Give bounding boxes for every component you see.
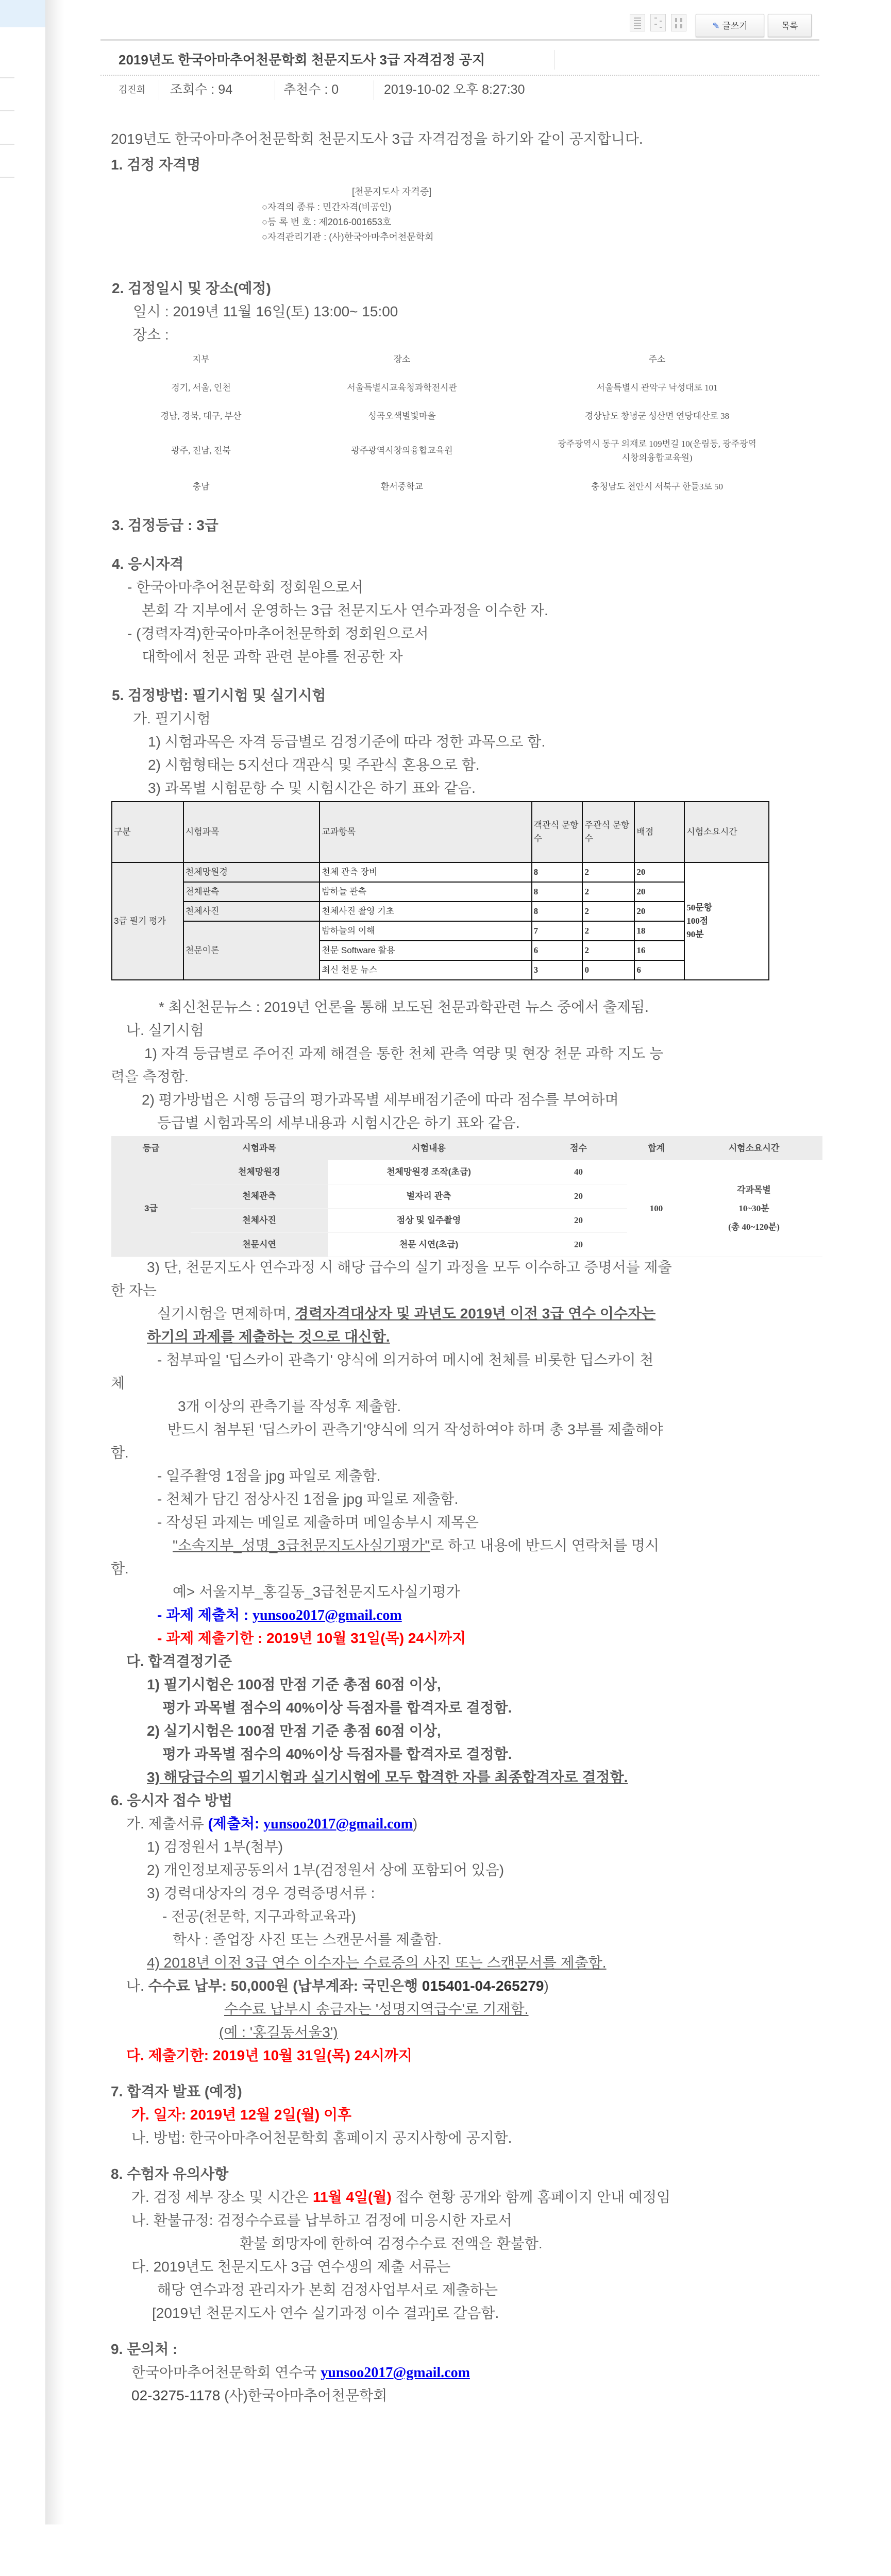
assignment-line: 함. [111,1561,129,1577]
objective-cell: 7 [532,921,583,941]
venue-header: 주소 [648,354,666,364]
assignment-line: - 첨부파일 '딥스카이 관측기' 양식에 의거하여 메시에 천체를 비롯한 딥스카이 천 [157,1352,654,1368]
exemption-emphasis: 경력자격대상자 및 과년도 2019년 이전 3급 연수 이수자는 [294,1306,656,1321]
score-cell: 20 [634,882,684,902]
time-cell [685,1160,822,1257]
assignment-line: 함. [111,1445,129,1461]
submission-label: - 과제 제출처 : [157,1607,253,1623]
time-line: 100점 [686,916,709,926]
documents-label-line [126,1814,417,1834]
table-row [111,1160,822,1184]
subjective-cell: 2 [582,862,634,882]
footnote: * 최신천문뉴스 : 2019년 언론을 통해 보도된 천문과학관련 뉴스 중에서 출제됨. [159,999,649,1015]
left-sidebar [0,0,45,2524]
cert-title: [천문지도사 자격증] [352,187,432,197]
subject-cell: 천체사진 [191,1209,328,1233]
submission-deadline: - 과제 제출기한 : 2019년 10월 31일(목) 24시까지 [157,1630,466,1646]
header-content: 시험내용 [328,1136,530,1160]
intro-text: 2019년도 한국아마추어천문학회 천문지도사 3급 자격검정을 하기와 같이 공지합니다. [111,131,643,147]
table-row [112,902,769,921]
subjective-cell: 2 [582,941,634,960]
email-link[interactable]: yunsoo2017@gmail.com [321,2365,470,2381]
venue-address: 서울특별시 관악구 낙성대로 101 [596,383,718,393]
contact-email-line [131,2362,470,2383]
documents-label: 가. 제출서류 [126,1816,208,1832]
venue-place: 환서중학교 [380,482,424,492]
notice-line: 환불 희망자에 한하여 검정수수료 전액을 환불함. [240,2235,543,2251]
item-cell: 천체사진 촬영 기초 [320,902,531,921]
score-cell: 40 [530,1160,627,1184]
document-item: 학사 : 졸업장 사진 또는 스캔문서를 제출함. [173,1931,442,1947]
header-category: 구분 [112,802,183,862]
pass-criteria-line: 평가 과목별 점수의 40%이상 득점자를 합격자로 결정함. [162,1746,512,1762]
fee-example: (예 : '홍길동서울3') [219,2024,338,2040]
item-cell: 천문 Software 활용 [320,941,531,960]
subjective-cell: 2 [582,882,634,902]
cert-line: ○자격관리기관 : (사)한국아마추어천문학회 [262,232,434,242]
section-8-heading: 8. 수험자 유의사항 [111,2166,229,2182]
written-exam-line: 1) 시험과목은 자격 등급별로 검정기준에 따라 정한 과목으로 함. [148,734,546,750]
section-3-heading: 3. 검정등급 : 3급 [112,517,218,533]
post-datetime: 2019-10-02 오후 8:27:30 [384,82,525,97]
subjective-cell: 0 [582,960,634,980]
score-cell: 20 [530,1184,627,1209]
venue-place: 성곡오색별빛마을 [368,411,436,421]
submission-address-line [157,1605,402,1625]
header-grade: 등급 [111,1136,191,1160]
fee-note: 수수료 납부시 송금자는 '성명지역급수'로 기재함. [224,2001,529,2017]
table-row [112,921,769,941]
written-exam-line: 2) 시험형태는 5지선다 객관식 및 주관식 혼용으로 함. [148,757,480,773]
mail-subject-example: 예> 서울지부_홍길동_3급천문지도사실기평가 [173,1584,460,1600]
header-objective: 객관식 문항 수 [532,802,583,862]
document-item: - 전공(천문학, 지구과학교육과) [162,1908,356,1924]
list-button[interactable]: 목록 [768,14,812,37]
post-views: 조회수 : 94 [170,82,233,97]
assignment-line: 체 [111,1375,125,1391]
content-cell: 천문 시연(초급) [328,1233,530,1257]
header-item: 교과항목 [320,802,531,862]
notice-line: 나. 환불규정: 검정수수료를 납부하고 검정에 미응시한 자로서 [131,2212,512,2228]
objective-cell: 8 [532,862,583,882]
header-total: 합계 [627,1136,685,1160]
notice-text: 접수 현황 공개와 함께 홈페이지 안내 예정임 [391,2189,671,2205]
documents-to-label: (제출처: [208,1816,264,1832]
assignment-line: 3개 이상의 관측기를 작성후 제출함. [178,1398,401,1414]
venue-header: 장소 [393,354,411,364]
assignment-line: - 천체가 담긴 점상사진 1점을 jpg 파일로 제출함. [157,1491,459,1507]
assignment-line [173,1535,659,1556]
venue-header: 지부 [192,354,210,364]
subjective-cell: 2 [582,902,634,921]
eligibility-line: 대학에서 천문 과학 관련 분야를 전공한 자 [142,649,403,665]
time-line: 50문항 [686,903,713,912]
venue-place: 광주광역시창의융합교육원 [351,446,453,455]
summary-view-icon[interactable] [650,14,666,31]
score-cell: 18 [634,921,684,941]
cert-line: ○자격의 종류 : 민간자격(비공인) [262,202,392,212]
subject-cell: 천체관측 [191,1184,328,1209]
announcement-date: 가. 일자: 2019년 12월 2일(월) 이후 [131,2107,352,2123]
content-cell: 점상 및 일주촬영 [328,1209,530,1233]
written-exam-label: 가. 필기시험 [133,710,211,726]
sidebar-header [0,0,45,27]
section-9-heading: 9. 문의처 : [111,2341,178,2357]
time-line: 90분 [686,929,704,939]
exemption-line [157,1303,655,1324]
venue-address: 광주광역시 동구 의재로 109번길 10(운림동, 광주광역 [558,439,756,449]
objective-cell: 8 [532,902,583,921]
assignment-line: 반드시 첨부된 '딥스카이 관측기'양식에 의거 작성하여야 하며 총 3부를 제출해야 [167,1421,663,1437]
venue-address-cont: 시창의융합교육원) [621,453,693,463]
written-exam-table [111,801,769,980]
subject-cell: 천체망원경 [191,1160,328,1184]
time-cell [684,862,769,980]
exemption-text: 실기시험을 면제하며, [157,1306,295,1321]
score-cell: 6 [634,960,684,980]
section-4-heading: 4. 응시자격 [112,556,184,572]
pass-criteria-label: 다. 합격결정기준 [126,1653,232,1669]
document-item: 2) 개인정보제공동의서 1부(검정원서 상에 포함되어 있음) [147,1862,505,1878]
email-link[interactable]: yunsoo2017@gmail.com [253,1607,402,1623]
assignment-line: - 작성된 과제는 메일로 제출하며 메일송부시 제목은 [157,1514,479,1530]
subjective-cell: 2 [582,921,634,941]
notice-date: 11월 4일(월) [312,2189,392,2205]
notice-line: 다. 2019년도 천문지도사 3급 연수생의 제출 서류는 [131,2259,451,2275]
pencil-icon: ✎ [712,21,720,31]
sidebar-divider [0,144,14,145]
exemption-emphasis: 하기의 과제를 제출하는 것으로 대신함. [147,1329,390,1345]
documents-close: ) [412,1816,418,1832]
written-exam-line: 3) 과목별 시험문항 수 및 시험시간은 하기 표와 같음. [148,780,476,796]
header-time: 시험소요시간 [684,802,769,862]
post-recommends: 추천수 : 0 [283,82,339,97]
total-cell: 100 [627,1160,685,1257]
contact-org: (사)한국아마추어천문학회 [220,2387,388,2403]
application-deadline: 다. 제출기한: 2019년 10월 31일(목) 24시까지 [126,2047,412,2063]
write-button[interactable] [696,14,764,37]
practical-line: 2) 평가방법은 시행 등급의 평가과목별 세부배점기준에 따라 점수를 부여하며 [142,1092,619,1108]
section-6-heading: 6. 응시자 접수 방법 [111,1792,233,1808]
objective-cell: 6 [532,941,583,960]
fee-prefix: 나. [126,1978,148,1994]
subject-cell: 천문이론 [183,921,320,980]
venue-address: 경상남도 창녕군 성산면 연당대산로 38 [584,411,730,421]
category-cell: 3급 필기 평가 [112,862,183,980]
post-title: 2019년도 한국아마추어천문학회 천문지도사 3급 자격검정 공지 [119,52,485,67]
score-cell: 20 [530,1233,627,1257]
notice-line: [2019년 천문지도사 연수 실기과정 이수 결과]로 갈음함. [152,2305,499,2321]
document-item: 4) 2018년 이전 3급 연수 이수자는 수료증의 사진 또는 스캔문서를 제출함. [147,1955,607,1971]
contact-dept: 한국아마추어천문학회 연수국 [131,2364,321,2380]
objective-cell: 8 [532,882,583,902]
assignment-line: - 일주촬영 1점을 jpg 파일로 제출함. [157,1468,381,1484]
time-line: 10~30분 [738,1203,769,1213]
notice-line [131,2187,670,2208]
practical-line: 1) 자격 등급별로 주어진 과제 해결을 통한 천체 관측 역량 및 현장 천문 과학 지도 능 [144,1045,664,1061]
table-row [112,862,769,882]
score-cell: 20 [634,862,684,882]
subject-cell: 천문시연 [191,1233,328,1257]
assignment-text: 로 하고 내용에 반드시 연락처를 명시 [430,1537,659,1553]
section-2-heading: 2. 검정일시 및 장소(예정) [112,280,271,296]
header-score: 점수 [530,1136,627,1160]
notice-line: 해당 연수과정 관리자가 본회 검정사업부서로 제출하는 [157,2282,498,2298]
announcement-method: 나. 방법: 한국아마추어천문학회 홈페이지 공지사항에 공지함. [131,2130,512,2146]
sidebar-shadow [45,0,65,2524]
section-7-heading: 7. 합격자 발표 (예정) [111,2083,242,2099]
meta-divider [100,75,819,76]
venue-branch: 경남, 경북, 대구, 부산 [160,411,242,421]
eligibility-line: 본회 각 지부에서 운영하는 3급 천문지도사 연수과정을 이수한 자. [142,602,548,618]
header-time: 시험소요시간 [685,1136,822,1160]
section-1-heading: 1. 검정 자격명 [111,157,201,173]
header-divider [100,39,819,41]
practical-exam-table [111,1136,822,1257]
fee-text: 수수료 납부: 50,000원 (납부계좌: 국민은행 [148,1978,422,1994]
venue-address: 충청남도 천안시 서북구 한들3로 50 [591,482,723,492]
pass-criteria-line: 3) 해당급수의 필기시험과 실기시험에 모두 합격한 자를 최종합격자로 결정함. [147,1769,628,1785]
email-link[interactable]: yunsoo2017@gmail.com [263,1816,413,1832]
subject-cell: 천체관측 [183,882,320,902]
grid-view-icon[interactable] [671,14,686,31]
table-header-row [112,802,769,862]
item-cell: 밤하늘 관측 [320,882,531,902]
venue-branch: 충남 [192,482,210,492]
mail-subject-format: "소속지부_성명_3급천문지도사실기평가" [173,1537,430,1553]
score-cell: 20 [530,1209,627,1233]
grade-cell: 3급 [111,1160,191,1257]
exam-date: 일시 : 2019년 11월 16일(토) 13:00~ 15:00 [133,303,398,319]
document-item: 3) 경력대상자의 경우 경력증명서류 : [147,1885,375,1901]
eligibility-line: - 한국아마추어천문학회 정회원으로서 [127,579,363,595]
pass-criteria-line: 1) 필기시험은 100점 만점 기준 총점 60점 이상, [147,1676,441,1692]
content-cell: 별자리 관측 [328,1184,530,1209]
contact-phone: 02-3275-1178 [131,2387,221,2403]
contact-phone-line [131,2385,387,2406]
item-cell: 밤하늘의 이해 [320,921,531,941]
subject-cell: 천체사진 [183,902,320,921]
eligibility-line: - (경력자격)한국아마추어천문학회 정회원으로서 [127,625,429,641]
score-cell: 20 [634,902,684,921]
time-line: 각과목별 [737,1184,771,1195]
fee-close: ) [544,1978,549,1994]
bank-account: 015401-04-265279 [422,1978,544,1994]
practical-line: 등급별 시험과목의 세부내용과 시험시간은 하기 표와 같음. [157,1115,520,1131]
header-score: 배점 [634,802,684,862]
practical-exam-label: 나. 실기시험 [126,1022,204,1038]
sidebar-divider [0,77,14,78]
fee-line [126,1976,549,1996]
write-button-label: 글쓰기 [722,21,748,31]
practical-line: 력을 측정함. [111,1069,189,1084]
item-cell: 최신 천문 뉴스 [320,960,531,980]
subject-cell: 천체망원경 [183,862,320,882]
venue-branch: 광주, 전남, 전북 [171,446,231,455]
sidebar-divider [0,177,14,178]
sidebar-divider [0,110,14,111]
list-view-icon[interactable] [630,14,645,31]
pass-criteria-line: 평가 과목별 점수의 40%이상 득점자를 합격자로 결정함. [162,1700,512,1716]
table-row [112,882,769,902]
pass-criteria-line: 2) 실기시험은 100점 만점 기준 총점 60점 이상, [147,1723,441,1739]
document-item: 1) 검정원서 1부(첨부) [147,1839,283,1855]
exemption-line: 3) 단, 천문지도사 연수과정 시 해당 급수의 실기 과정을 모두 이수하고 증명서를 제출 [147,1259,672,1275]
exemption-line: 한 자는 [111,1282,157,1298]
post-author[interactable]: 김진희 [119,84,146,95]
header-subject: 시험과목 [183,802,320,862]
time-line: (총 40~120분) [728,1222,780,1232]
header-subjective: 주관식 문항 수 [582,802,634,862]
place-label: 장소 : [133,327,169,343]
table-header-row [111,1136,822,1160]
venue-place: 서울특별시교육청과학전시관 [347,383,457,393]
venue-branch: 경기, 서울, 인천 [171,383,231,393]
score-cell: 16 [634,941,684,960]
header-subject: 시험과목 [191,1136,328,1160]
content-cell: 천체망원경 조작(초급) [328,1160,530,1184]
section-5-heading: 5. 검정방법: 필기시험 및 실기시험 [112,687,326,703]
objective-cell: 3 [532,960,583,980]
notice-text: 가. 검정 세부 장소 및 시간은 [131,2189,313,2205]
item-cell: 천체 관측 장비 [320,862,531,882]
cert-line: ○등 록 번 호 : 제2016-001653호 [262,217,392,227]
